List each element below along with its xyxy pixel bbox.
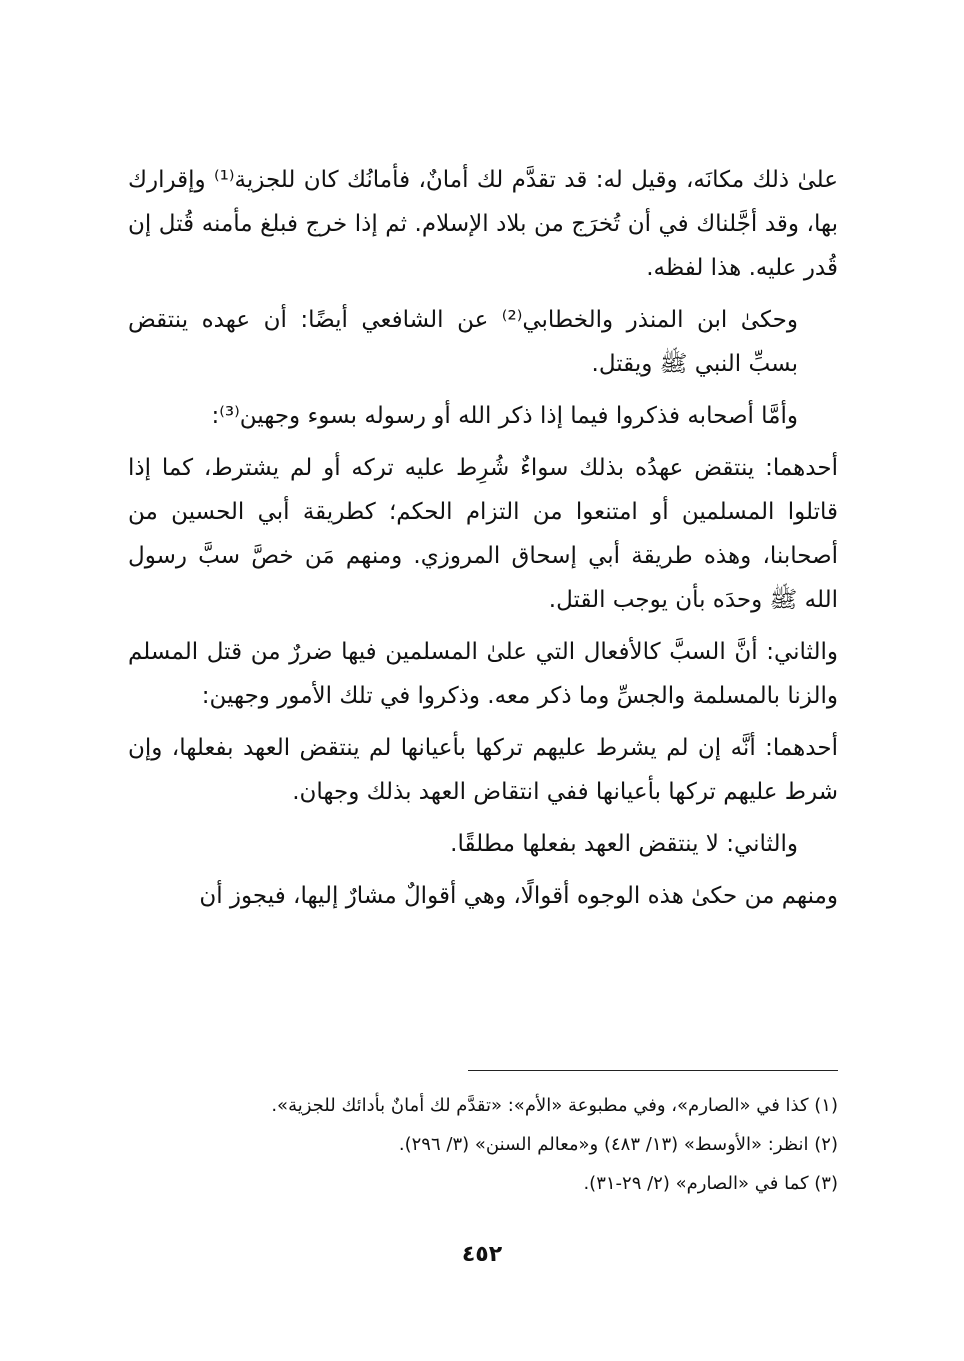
page-number: ٤٥٢ [461,1242,503,1267]
paragraph-7: والثاني: لا ينتقض العهد بفعلها مطلقًا. [450,831,798,857]
paragraph-5: والثاني: أنَّ السبَّ كالأفعال التي علىٰ المسلمين فيها ضررٌ من قتل المسلم والزنا بالمسلمة والجسِّ وما ذكر معه. وذكروا في تلك الأمور وجهين: [128,639,838,709]
footnote-2: (٢) انظر: «الأوسط» (١٣/ ٤٨٣) و«معالم السنن» (٣/ ٢٩٦). [398,1134,838,1155]
paragraph-1: علىٰ ذلك مكانَه، وقيل له: قد تقدَّم لك أمانٌ، فأمانُك كان للجزية⁽¹⁾ وإقرارك بها، وقد أجَّلناك في أن تُخرَج من بلاد الإسلام. ثم إذا خرج فبلغ مأمنه قُتل إن قُدر عليه. هذا لفظه. [128,167,838,281]
paragraph-2: وحكىٰ ابن المنذر والخطابي⁽²⁾ عن الشافعي أيضًا: أن عهده ينتقض بسبِّ النبي ﷺ ويقتل. [128,307,798,377]
paragraph-4: أحدهما: ينتقض عهدُه بذلك سواءٌ شُرِط عليه تركه أو لم يشترط، كما إذا قاتلوا المسلمين أو امتنعوا من التزام الحكم؛ كطريقة أبي الحسين من أصحابنا، وهذه طريقة أبي إسحاق المروزي. ومنهم مَن خصَّ سبَّ رسول الله ﷺ وحدَه بأن يوجب القتل. [128,455,838,613]
paragraph-3: وأمَّا أصحابه فذكروا فيما إذا ذكر الله أو رسوله بسوء وجهين⁽³⁾: [211,403,798,429]
footnote-1: (١) كذا في «الصارم»، وفي مطبوعة «الأم»: «تقدَّم لك أمانٌ بأدائك للجزية». [271,1095,838,1116]
paragraph-6: أحدهما: أنَّه إن لم يشرط عليهم تركها بأعيانها لم ينتقض العهد بفعلها، وإن شرط عليهم تركها بأعيانها ففي انتقاض العهد بذلك وجهان. [128,735,838,805]
footnotes [128,1086,838,1203]
paragraph-8: ومنهم من حكىٰ هذه الوجوه أقوالًا، وهي أقوالٌ مشارٌ إليها، فيجوز أن [199,883,838,909]
footnote-divider [468,1070,838,1071]
footnote-3: (٣) كما في «الصارم» (٢/ ٢٩-٣١). [583,1173,838,1194]
main-text [128,158,838,926]
